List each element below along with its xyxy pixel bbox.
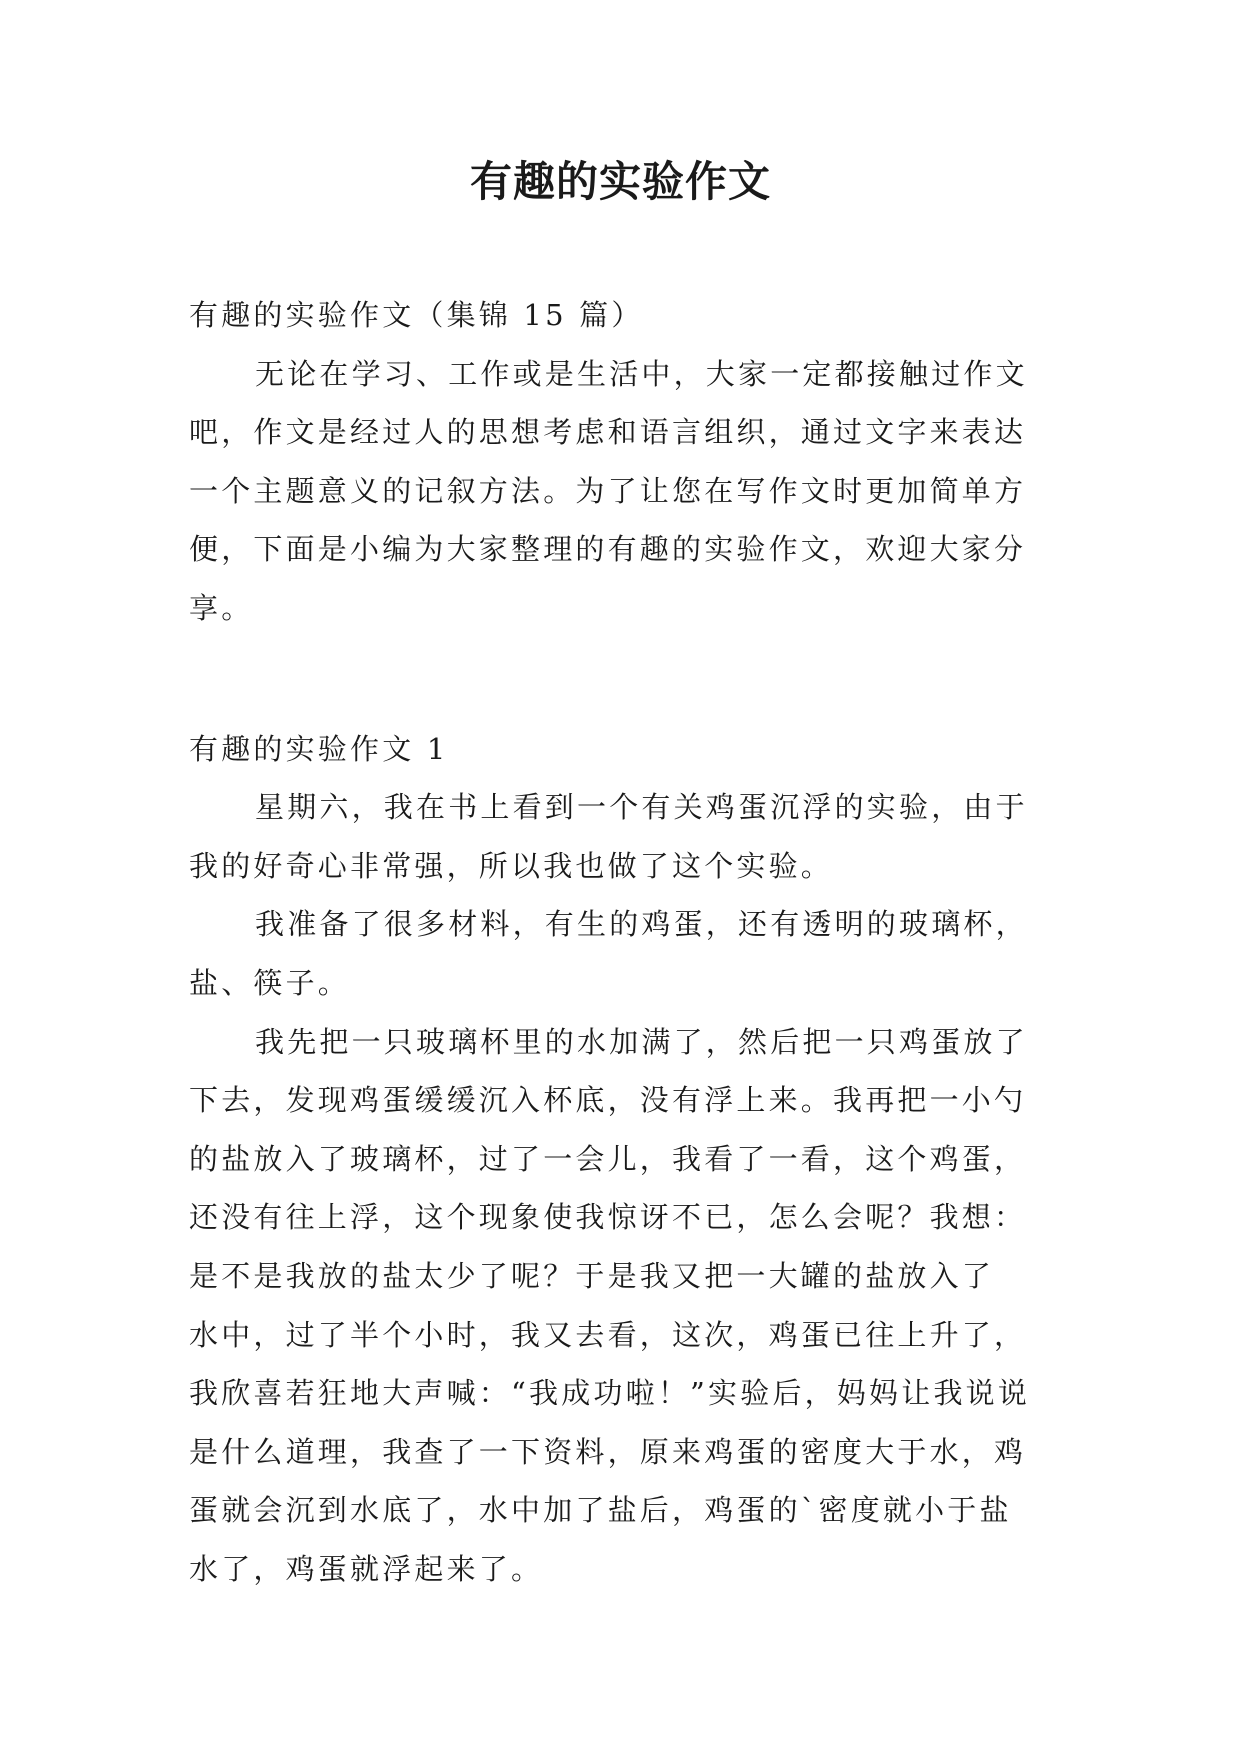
- intro-line: 吧，作文是经过人的思想考虑和语言组织，通过文字来表达: [189, 415, 1027, 450]
- paragraph-line: 水了，鸡蛋就浮起来了。: [189, 1551, 544, 1586]
- paragraph-line: 我欣喜若狂地大声喊：“我成功啦！”实验后，妈妈让我说说: [189, 1376, 1031, 1411]
- paragraph-line: 是不是我放的盐太少了呢？于是我又把一大罐的盐放入了: [189, 1258, 995, 1293]
- paragraph-line: 我先把一只玻璃杯里的水加满了，然后把一只鸡蛋放了: [255, 1024, 1028, 1059]
- intro-line: 一个主题意义的记叙方法。为了让您在写作文时更加简单方: [189, 473, 1027, 508]
- section-spacer: [189, 638, 1059, 720]
- document-title: 有趣的实验作文: [469, 157, 771, 206]
- document-body: [189, 286, 1059, 1598]
- intro-line: 无论在学习、工作或是生活中，大家一定都接触过作文: [255, 356, 1028, 391]
- paragraph-line: 我的好奇心非常强，所以我也做了这个实验。: [189, 848, 834, 883]
- paragraph-line: 蛋就会沉到水底了，水中加了盐后，鸡蛋的`密度就小于盐: [189, 1493, 1012, 1528]
- intro-line: 便，下面是小编为大家整理的有趣的实验作文，欢迎大家分: [189, 532, 1027, 567]
- paragraph-line: 是什么道理，我查了一下资料，原来鸡蛋的密度大于水，鸡: [189, 1434, 1027, 1469]
- section-heading: 有趣的实验作文 1: [189, 731, 449, 766]
- paragraph-line: 还没有往上浮，这个现象使我惊讶不已，怎么会呢？我想：: [189, 1200, 1027, 1235]
- intro-line: 享。: [189, 590, 254, 625]
- paragraph-line: 的盐放入了玻璃杯，过了一会儿，我看了一看，这个鸡蛋，: [189, 1141, 1027, 1176]
- paragraph-line: 水中，过了半个小时，我又去看，这次，鸡蛋已往上升了，: [189, 1317, 1027, 1352]
- document-subtitle: 有趣的实验作文（集锦 15 篇）: [189, 298, 644, 332]
- paragraph-line: 我准备了很多材料，有生的鸡蛋，还有透明的玻璃杯，: [255, 907, 1028, 942]
- paragraph-line: 星期六，我在书上看到一个有关鸡蛋沉浮的实验，由于: [255, 790, 1028, 825]
- paragraph-line: 下去，发现鸡蛋缓缓沉入杯底，没有浮上来。我再把一小勺: [189, 1083, 1027, 1118]
- paragraph-line: 盐、筷子。: [189, 965, 351, 1000]
